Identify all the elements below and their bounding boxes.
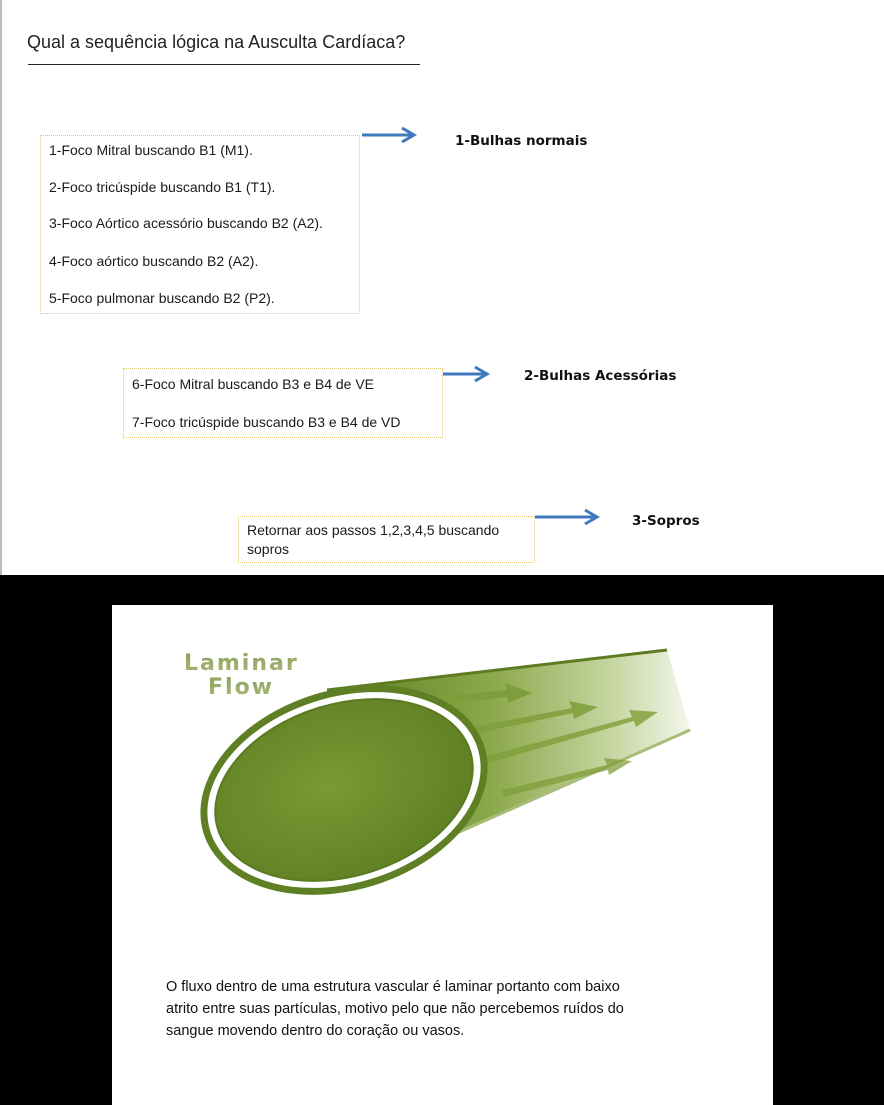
step-6: 6-Foco Mitral buscando B3 e B4 de VE bbox=[132, 376, 375, 392]
steps-box-3 bbox=[238, 516, 535, 563]
steps-box-1 bbox=[40, 135, 360, 314]
arrow-right-icon bbox=[443, 365, 493, 383]
step-2: 2-Foco tricúspide buscando B1 (T1). bbox=[49, 179, 276, 195]
illustration-label-line2: Flow bbox=[208, 675, 275, 700]
step-7: 7-Foco tricúspide buscando B3 e B4 de VD bbox=[132, 414, 401, 430]
step-4: 4-Foco aórtico buscando B2 (A2). bbox=[49, 253, 259, 269]
slide-edge bbox=[0, 0, 2, 575]
arrow-right-icon bbox=[362, 126, 422, 144]
result-heading-3: 3-Sopros bbox=[632, 513, 700, 529]
result-heading-1: 1-Bulhas normais bbox=[455, 133, 588, 149]
caption bbox=[166, 976, 746, 1042]
laminar-flow-illustration bbox=[112, 605, 773, 975]
black-band bbox=[0, 575, 884, 605]
arrow-right-icon bbox=[535, 508, 605, 526]
caption-line-3: sangue movendo dentro do coração ou vasos. bbox=[166, 1023, 465, 1039]
caption-line-1: O fluxo dentro de uma estrutura vascular é laminar portanto com baixo bbox=[166, 979, 620, 995]
step-return: Retornar aos passos 1,2,3,4,5 buscando bbox=[247, 522, 500, 538]
caption-line-2: atrito entre suas partículas, motivo pelo que não percebemos ruídos do bbox=[166, 1001, 624, 1017]
step-5: 5-Foco pulmonar buscando B2 (P2). bbox=[49, 290, 275, 306]
slide-title: Qual a sequência lógica na Ausculta Cardíaca? bbox=[27, 32, 406, 52]
illustration-label-line1: Laminar bbox=[184, 651, 299, 676]
step-3: 3-Foco Aórtico acessório buscando B2 (A2). bbox=[49, 215, 323, 231]
title-underline bbox=[28, 64, 420, 65]
step-1: 1-Foco Mitral buscando B1 (M1). bbox=[49, 142, 253, 158]
result-heading-2: 2-Bulhas Acessórias bbox=[524, 368, 677, 384]
steps-box-2 bbox=[123, 368, 443, 438]
step-return-cont: sopros bbox=[247, 541, 290, 557]
